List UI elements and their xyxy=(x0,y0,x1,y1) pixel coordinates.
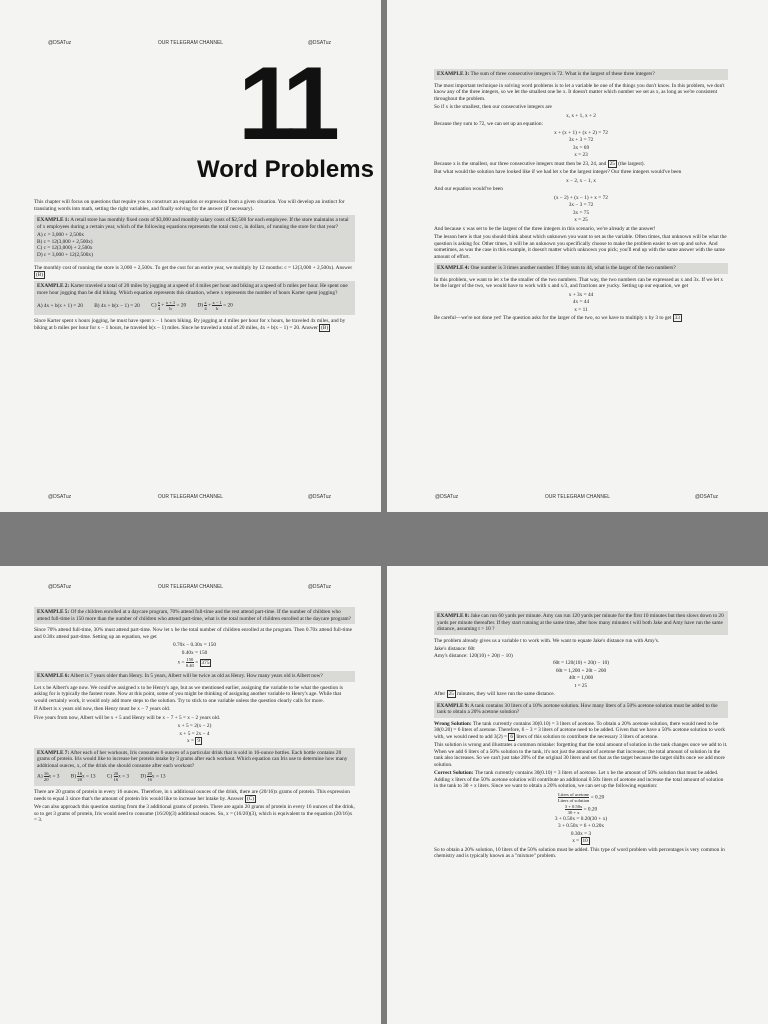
paragraph: Because they sum to 72, we can set up an equation: xyxy=(434,121,543,127)
paragraph: And because x was set to be the largest of the three integers in this scenario, we're already at the answer! xyxy=(434,225,656,232)
example-label: EXAMPLE 7: xyxy=(37,749,70,756)
example-text: A retail store has monthly fixed costs of $3,000 and monthly salary costs of $2,500 for each employee. If the store maintains a total of x employees during a certain year, which of the following equations represents the total cost c, in dollars, of running the store for that year? xyxy=(37,217,349,230)
choice-a: A) $\frac{16}{20}$ x = 3 xyxy=(37,771,60,782)
page-3-body xyxy=(34,604,355,826)
choice-c: C) $\frac{20}{16}$ x = 3 xyxy=(106,771,130,782)
page-4 xyxy=(387,566,768,1024)
paragraph: The lesson here is that you should think about which unknown you want to set as the variable. Often times, that unknown will be what the question is asking for. Other times, it will be an unknown you specifically choose to make the problem easier to set up and solve. And sometimes, as was the case in this example, it doesn't matter which unknown you pick; you'll end up with the same answer with the same amount of effort. xyxy=(434,234,727,260)
equation: (x − 2) + (x − 1) + x = 72 xyxy=(554,194,608,201)
example-5-box xyxy=(34,607,355,624)
example-text: Of the children enrolled at a daycare program, 70% attend full-time and the rest attend part-time. If the number of children who attend full-time is 150 more than the number of children who attend part-time, what is the total number of children enrolled at the daycare program? xyxy=(37,609,352,622)
page-footer xyxy=(387,494,768,504)
equation: 4x = 44 xyxy=(572,299,590,305)
solution-paragraph xyxy=(34,265,355,278)
paragraph: Wrong Solution: The tank currently contains 30(0.10) = 3 liters of acetone. To obtain a 20% acetone solution, there would need to be 30(0.20) = 6 liters of acetone. Therefore, 6 − 3 = 3 liters of acetone need to be added. Given that we have a 50% acetone solution to work with, we would need to add 3(2) = 6 liters of this solution to contribute the necessary 3 liters of acetone. xyxy=(434,720,725,740)
footer-center: OUR TELEGRAM CHANNEL xyxy=(544,494,611,500)
example-label: EXAMPLE 5: xyxy=(37,609,70,615)
answer-box: (B) xyxy=(321,324,329,331)
example-text: Karter traveled a total of 20 miles by jogging at a speed of 4 miles per hour and biking at a speed of b miles per hour. He spent one more hour jogging than he did biking. Which equation represents this situation, where x represents the number of hours Karter spent jogging? xyxy=(37,283,348,296)
example-text: Albert is 7 years older than Henry. In 5 years, Albert will be twice as old as Henry. How many years old is Albert now? xyxy=(70,673,323,679)
paragraph: Let x be Albert's age now. We could've assigned x to be Henry's age, but as we mentioned earlier, assigning the variable to be what the question is asking for is typically the fastest route. Now at this point, some of you might be thinking of assigning another variable to Henry's age. While that would certainly work, it would only add more steps to the solution. Try to stick to one variable unless the question clearly calls for more. xyxy=(34,684,343,704)
solution-text: The monthly cost of running the store is 3,000 + 2,500x. To get the cost for an entire year, we multiply by 12 months: c = 12(3,000 + 2,500x). Answer xyxy=(34,265,353,271)
paragraph: Because x is the smallest, our three consecutive integers must then be 23, 24, and 25 (the largest). xyxy=(434,160,645,167)
equation: 40t = 1,000 xyxy=(568,675,594,681)
page-header xyxy=(0,584,381,594)
example-label: EXAMPLE 2: xyxy=(37,283,70,289)
choice-d: D) c = 3,000 + 12(2,500x) xyxy=(37,251,93,258)
equation: x + 5 = 2x − 4 xyxy=(179,730,210,737)
example-9-box xyxy=(434,701,728,718)
choice-c: C) c = 12(3,000) + 2,500x xyxy=(37,245,93,251)
page-3 xyxy=(0,566,381,1024)
paragraph: If Albert is x years old now, then Henry must be x − 7 years old. xyxy=(34,706,171,712)
paragraph: Since 70% attend full-time, 30% must attend part-time. Now let x be the total number of children enrolled at the program. Then 0.70x attend full-time and 0.30x attend part-time. Setting up an equation, we get xyxy=(34,627,352,640)
equation: x = 23 xyxy=(574,152,588,158)
answer-box: 6 xyxy=(510,733,513,740)
answer-box: 10 xyxy=(582,838,588,844)
equation: 0.30x = 3 xyxy=(570,830,592,837)
equation: x, x + 1, x + 2 xyxy=(566,112,596,119)
paragraph: This solution is wrong and illustrates a common mistake: forgetting that the total amount of solution in the tank changes once we add to it. When we add 6 liters of a 50% solution to the tank, it's not just the amount of acetone that increases; the total amount of solution in the tank also increases. So we can't just take 20% of the original 30 liters and set that as the target because the target shifts once we add more solution. xyxy=(434,742,728,768)
equation: 3x = 75 xyxy=(572,209,590,216)
paragraph: We can also approach this question starting from the 3 additional grams of protein. There are again 20 grams of protein in every 16 ounces of the drink, so to get 3 grams of protein, Iris would need to consume (16/20)(3) additional ounces. So, x = (16/20)(3), which is equivalent to the equation (20/16)x = 3. xyxy=(34,804,355,823)
solution-paragraph xyxy=(34,318,355,331)
footer-left: @DSATuz xyxy=(435,494,459,500)
choice-a: A) 4x + b(x + 1) = 20 xyxy=(37,302,83,309)
equation: x = 10 xyxy=(572,838,588,844)
header-right: @DSATuz xyxy=(307,584,331,590)
footer-center: OUR TELEGRAM CHANNEL xyxy=(157,494,224,500)
fraction: $\frac{20}{16}$ xyxy=(113,771,119,782)
answer-box: 9 xyxy=(197,738,200,744)
example-6-box xyxy=(34,671,355,682)
example-label: EXAMPLE 4: xyxy=(437,265,470,271)
example-text: A tank contains 30 liters of a 10% acetone solution. How many liters of a 50% acetone solution must be added to the tank to obtain a 20% acetone solution? xyxy=(437,702,718,715)
answer-box: 25 xyxy=(609,160,615,167)
header-left: @DSATuz xyxy=(48,584,72,590)
paragraph: So if x is the smallest, then our consecutive integers are xyxy=(434,104,552,110)
header-center: OUR TELEGRAM CHANNEL xyxy=(157,584,224,590)
choice-b: B) $\frac{16}{20}$ x = 13 xyxy=(70,771,96,782)
paragraph: But what would the solution have looked like if we had let x be the largest integer? Our three integers would've been xyxy=(434,169,682,175)
equation: x − 2, x − 1, x xyxy=(566,177,596,184)
paragraph: The problem already gives us a variable t to work with. We want to equate Jake's distance run with Amy's. xyxy=(434,637,660,644)
page-1 xyxy=(0,0,381,512)
example-text: One number is 3 times another number. If they sum to 44, what is the larger of the two numbers? xyxy=(470,265,676,271)
header-center: OUR TELEGRAM CHANNEL xyxy=(157,40,224,46)
equation: 60t = 120(10) + 20(t − 10) xyxy=(552,660,610,666)
solution-text: Since Karter spent x hours jogging, he must have spent x − 1 hours biking. By jogging at 4 miles per hour for x hours, he traveled 4x miles, and by biking at b miles per hour for x − 1 hours, he traveled b(x − 1) miles. Since he traveled a total of 20 miles, 4x + b(x − 1) = 20. Answer xyxy=(34,318,346,331)
equation: x + 5 = 2(x − 2) xyxy=(177,723,212,729)
equation: $\frac{\text{Liters of acetone}}{\text{Liters of solution}}$ = 0.20 xyxy=(557,791,605,803)
equation: 3x − 3 = 72 xyxy=(568,202,594,208)
chapter-title-text: Word Problems xyxy=(197,156,374,183)
choice-d: D) $\frac{20}{16}$ x = 13 xyxy=(140,771,166,782)
equation: t = 25 xyxy=(574,682,588,689)
choice-b: B) 4x + b(x − 1) = 20 xyxy=(94,302,140,309)
fraction: $\frac{3 + 0.50x}{30 + x}$ xyxy=(564,803,583,815)
page-1-body xyxy=(34,197,355,333)
fraction: $\frac{x}{4}$ xyxy=(157,300,161,311)
paragraph: And our equation would've been xyxy=(434,186,503,192)
equation: x = 11 xyxy=(574,306,588,313)
answer-choices xyxy=(37,771,352,782)
equation: x + 3x = 44 xyxy=(568,291,594,298)
chapter-number: 11 xyxy=(238,46,332,162)
equation: 3x + 3 = 72 xyxy=(568,137,594,143)
example-label: EXAMPLE 8: xyxy=(437,613,470,619)
page-2-body xyxy=(434,66,728,324)
example-text: The sum of three consecutive integers is 72. What is the largest of these three integers? xyxy=(470,71,655,77)
answer-box: 375 xyxy=(201,659,210,666)
intro-paragraph: This chapter will focus on questions that require you to construct an equation or expression from a given situation. You will develop an instinct for translating words into math, setting the right variables, and finally solving for the answer (if necessary). xyxy=(34,199,345,212)
example-3-box xyxy=(434,69,728,80)
answer-box: 25 xyxy=(448,691,454,697)
page-4-body xyxy=(434,608,728,862)
amy-distance: Amy's distance: 120(10) + 20(t − 10) xyxy=(434,652,513,659)
chapter-title xyxy=(0,156,381,184)
example-text: After each of her workouts, Iris consumes 6 ounces of a particular drink that is sold in 16-ounce bottles. Each bottle contains 20 grams of protein. Iris would like to increase her protein intake by 3 grams after each workout. Which equation can Iris use to determine how many additional ounces, x, of the drink she should consume after each workout? xyxy=(37,749,348,769)
fraction: $\frac{16}{20}$ xyxy=(77,771,82,782)
example-label: EXAMPLE 3: xyxy=(437,71,470,77)
example-8-box xyxy=(434,611,728,635)
answer-box: (C) xyxy=(246,795,255,802)
equation: x + (x + 1) + (x + 2) = 72 xyxy=(554,129,608,136)
fraction: $\frac{150}{0.40}$ xyxy=(185,657,194,668)
jake-distance: Jake's distance: 60t xyxy=(434,646,475,652)
equation: 0.40x = 150 xyxy=(181,649,208,656)
page-footer xyxy=(0,494,381,504)
equation: x = 25 xyxy=(574,217,588,223)
paragraph: In this problem, we want to let x be the smaller of the two numbers. That way, the two numbers can be expressed as x and 3x. If we let x be the larger of the two, we would have to work with x and x/3, and fractions are yucky. Setting up our equation, we get xyxy=(434,276,724,289)
header-right: @DSATuz xyxy=(307,40,331,46)
fraction: $\frac{x + 1}{b}$ xyxy=(165,300,176,311)
answer-box: (B) xyxy=(36,271,44,278)
equation: x = $\frac{150}{0.40}$ = 375 xyxy=(177,657,210,668)
fraction: $\frac{16}{20}$ xyxy=(43,771,49,782)
footer-right: @DSATuz xyxy=(307,494,331,500)
footer-right: @DSATuz xyxy=(694,494,718,500)
answer-choices xyxy=(37,232,352,258)
equation: 3x = 69 xyxy=(572,144,590,151)
paragraph: The most important technique in solving word problems is to let a variable be one of the things you don't know. In this problem, we don't know any of the three integers, so we let the smallest one be x. It doesn't matter which number we set as x, as long as we're consistent throughout the problem. xyxy=(434,82,725,102)
example-label: EXAMPLE 6: xyxy=(37,673,70,679)
example-text: Jake can run 60 yards per minute. Amy can run 120 yards per minute for the first 10 minutes but then slows down to 20 yards per minute thereafter. If they start running at the same time, after how many minutes t will both Jake and Amy have run the same distance, assuming t > 10 ? xyxy=(437,613,724,632)
choice-b: B) c = 12(3,000 + 2,500x) xyxy=(37,238,93,245)
page-2 xyxy=(387,0,768,512)
equation: 0.70x − 0.30x = 150 xyxy=(172,642,217,648)
example-1-box xyxy=(34,215,355,262)
paragraph: Five years from now, Albert will be x + 5 and Henry will be x − 7 + 5 = x − 2 years old. xyxy=(34,714,221,721)
footer-left: @DSATuz xyxy=(48,494,72,500)
example-2-box xyxy=(34,281,355,315)
answer-box: 33 xyxy=(674,315,680,321)
fraction: $\frac{x}{4}$ xyxy=(204,300,207,311)
example-7-box xyxy=(34,748,355,787)
example-4-box xyxy=(434,263,728,274)
paragraph: So to obtain a 20% solution, 10 liters of the 50% solution must be added. This type of word problem with percentages is very common in chemistry and is typically known as a "mixture" problem. xyxy=(434,846,725,859)
fraction: $\frac{20}{16}$ xyxy=(147,771,152,782)
equation: 3 + 0.50x = 6 + 0.20x xyxy=(557,823,605,829)
paragraph: After 25 minutes, they will have run the same distance. xyxy=(434,691,555,697)
fraction: $\frac{x - 1}{b}$ xyxy=(212,300,222,311)
example-label: EXAMPLE 9: xyxy=(437,702,470,709)
fraction: $\frac{\text{Liters of acetone}}{\text{Liters of solution}}$ xyxy=(557,791,590,803)
equation: 60t = 1,200 + 20t − 200 xyxy=(555,667,607,674)
choice-c: C) $\frac{x}{4}$ + $\frac{x + 1}{b}$ = 20 xyxy=(151,300,187,311)
equation: 3 + 0.50x = 0.20(30 + x) xyxy=(554,815,608,822)
choice-d: D) $\frac{x}{4}$ + $\frac{x - 1}{b}$ = 20 xyxy=(197,300,233,311)
answer-choices xyxy=(37,300,352,311)
example-label: EXAMPLE 1: xyxy=(37,217,70,223)
header-left: @DSATuz xyxy=(48,40,72,46)
paragraph: Correct Solution: The tank currently contains 30(0.10) = 3 liters of acetone. Let x be the amount of 50% solution that must be added. Adding x liters of the 50% acetone solution will contribute an additional 0.50x liters of acetone and increase the total amount of solution in the tank to 30 + x liters. Since we want to obtain a 20% solution, we can set up the following equation: xyxy=(434,770,724,789)
paragraph: Be careful—we're not done yet! The question asks for the larger of the two, so we have to multiply x by 3 to get 33 xyxy=(434,315,680,321)
paragraph: There are 20 grams of protein in every 16 ounces. Therefore, in x additional ounces of the drink, there are (20/16)x grams of protein. This expression needs to equal 3 since that's the amount of protein Iris would like to increase her intake by. Answer (C) xyxy=(34,789,350,802)
equation: $\frac{3 + 0.50x}{30 + x}$ = 0.20 xyxy=(564,803,598,815)
choice-a: A) c = 3,000 + 2,500x xyxy=(37,232,85,238)
equation: x = 9 xyxy=(187,738,200,744)
